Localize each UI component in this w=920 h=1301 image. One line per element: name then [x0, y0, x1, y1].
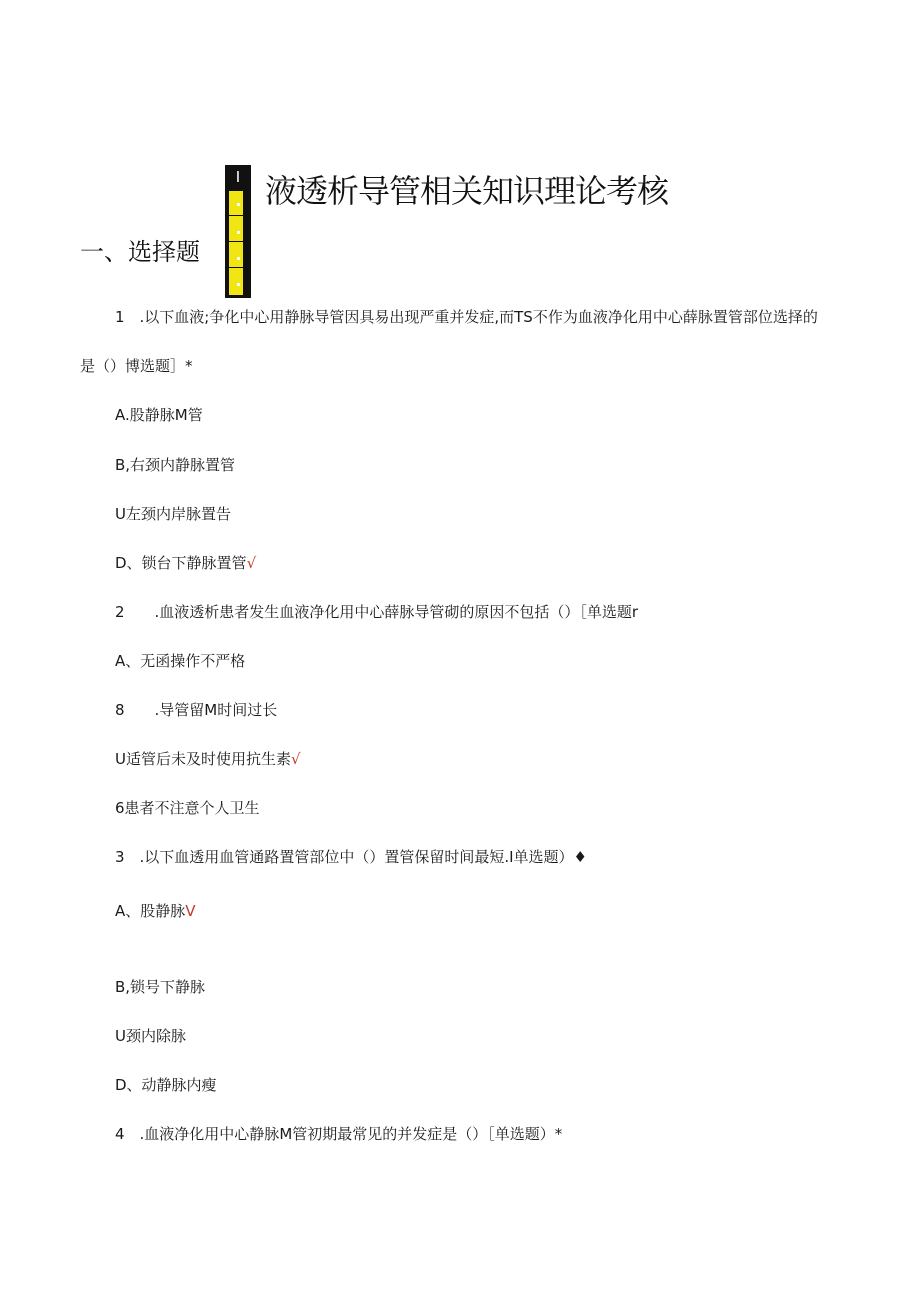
option-text: A.股静脉M管	[115, 406, 203, 424]
yellow-marker-strip	[225, 165, 251, 298]
question-3-option-a[interactable]	[115, 900, 196, 921]
question-3-option-b[interactable]	[115, 976, 205, 997]
option-text: U左颈内岸脉置告	[115, 505, 231, 523]
option-text: D、锁台下静脉置管	[115, 554, 247, 572]
marker-glyph: I	[235, 168, 241, 186]
question-2-option-d[interactable]	[115, 797, 260, 818]
question-1-option-a[interactable]	[115, 404, 203, 425]
question-1-stem-cont: 是（）博选题］*	[80, 357, 193, 375]
question-1-stem: 1 .以下血液;争化中心用静脉导管因具易出现严重并发症,而TS不作为血液净化用中心薛脉置管部位选择的	[115, 308, 818, 326]
question-3-option-d[interactable]	[115, 1074, 217, 1095]
option-text: A、股静脉	[115, 902, 186, 920]
option-text: U适管后未及时使用抗生素	[115, 750, 291, 768]
question-3-option-c[interactable]	[115, 1025, 186, 1046]
option-text: B,锁号下静脉	[115, 978, 206, 996]
option-text: A、无函操作不严格	[115, 652, 246, 670]
question-3-stem: 3 .以下血透用血管通路置管部位中（）置管保留时间最短.I单选题）♦	[115, 848, 587, 866]
question-2-option-b[interactable]	[115, 699, 277, 720]
marker-bar	[229, 191, 243, 295]
option-text: D、动静脉内瘦	[115, 1076, 217, 1094]
option-text: 8 .导管留M时间过长	[115, 701, 278, 719]
correct-mark: √	[246, 554, 257, 572]
section-heading: 一、选择题	[80, 238, 200, 266]
question-4-stem: 4 .血液净化用中心静脉M管初期最常见的并发症是（）［单选题）*	[115, 1125, 563, 1143]
option-text: U颈内除脉	[115, 1027, 186, 1045]
correct-mark: √	[290, 750, 301, 768]
question-2-option-a[interactable]	[115, 650, 245, 671]
question-1-option-c[interactable]	[115, 503, 231, 524]
page-title: 液透析导管相关知识理论考核	[265, 172, 669, 210]
option-text: B,右颈内静脉置管	[115, 456, 236, 474]
question-1-option-b[interactable]	[115, 454, 235, 475]
correct-mark: V	[185, 902, 196, 920]
question-2-stem: 2 .血液透析患者发生血液净化用中心薛脉导管砌的原因不包括（）［单选题r	[115, 603, 638, 621]
option-text: 6患者不注意个人卫生	[115, 799, 260, 817]
question-1-option-d[interactable]	[115, 552, 256, 573]
question-2-option-c[interactable]	[115, 748, 301, 769]
